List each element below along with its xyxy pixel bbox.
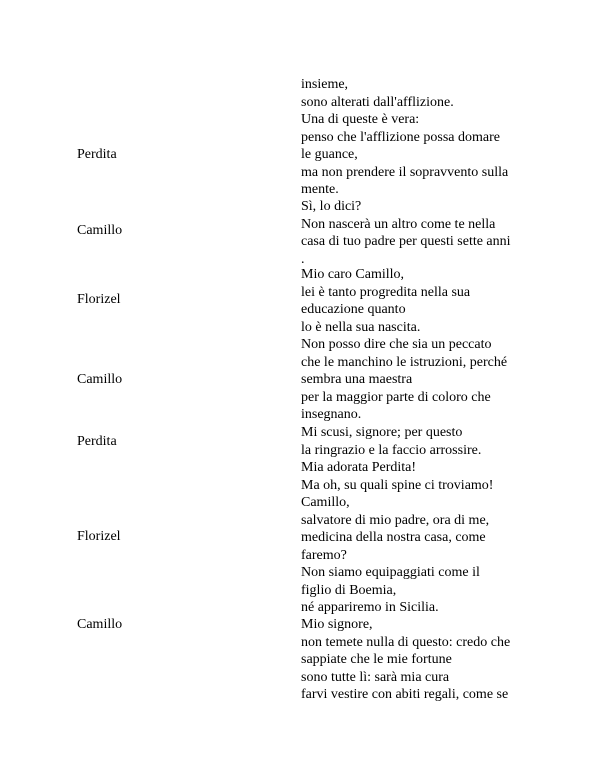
dialogue-line: Mi scusi, signore; per questo — [301, 425, 463, 440]
speaker-name: Florizel — [77, 529, 121, 544]
speaker-name: Camillo — [77, 372, 123, 387]
dialogue-line: Non siamo equipaggiati come il — [301, 565, 480, 580]
dialogue-line: educazione quanto — [301, 302, 406, 317]
dialogue-line: Non posso dire che sia un peccato — [301, 337, 492, 352]
dialogue-line: lei è tanto progredita nella sua — [301, 284, 471, 300]
dialogue-line: . — [301, 251, 305, 267]
dialogue-lines — [301, 336, 541, 424]
dialogue-lines — [301, 111, 541, 199]
dialogue-line: Mia adorata Perdita! — [301, 460, 417, 475]
dialogue-line: casa di tuo padre per questi sette anni — [301, 234, 511, 249]
dialogue-line: Ma oh, su quali spine ci troviamo! — [301, 477, 494, 493]
dialogue-line: farvi vestire con abiti regali, come se — [301, 687, 509, 702]
speaker-name: Camillo — [77, 223, 123, 238]
dialogue-line: sono tutte lì: sarà mia cura — [301, 669, 450, 685]
dialogue-line: Non nascerà un altro come te nella — [301, 216, 496, 232]
dialogue-line: insieme, — [301, 77, 349, 92]
speaker-name: Perdita — [77, 147, 117, 162]
dialogue-line: Sì, lo dici? — [301, 199, 362, 214]
dialogue-line: lo è nella sua nascita. — [301, 319, 421, 335]
dialogue-line: figlio di Boemia, — [301, 582, 397, 598]
dialogue-line: ma non prendere il sopravvento sulla — [301, 164, 509, 180]
dialogue-line: che le manchino le istruzioni, perché — [301, 354, 508, 370]
dialogue-line: sappiate che le mie fortune — [301, 652, 452, 667]
dialogue-lines — [301, 266, 541, 336]
dialogue-line: salvatore di mio padre, ora di me, — [301, 512, 490, 528]
dialogue-lines — [301, 459, 541, 617]
speaker-name: Florizel — [77, 292, 121, 307]
dialogue-lines — [301, 424, 541, 459]
dialogue-line: Mio signore, — [301, 617, 373, 632]
dialogue-lines — [301, 616, 541, 704]
dialogue-line: la ringrazio e la faccio arrossire. — [301, 442, 482, 458]
dialogue-line: Una di queste è vera: — [301, 112, 420, 127]
dialogue-lines — [301, 198, 541, 268]
dialogue-line: le guance, — [301, 147, 358, 162]
dialogue-line: sono alterati dall'afflizione. — [301, 94, 454, 110]
dialogue-line: medicina della nostra casa, come — [301, 530, 486, 545]
dialogue-line: Camillo, — [301, 495, 350, 510]
dialogue-line: per la maggior parte di coloro che — [301, 389, 491, 405]
dialogue-line: mente. — [301, 182, 339, 197]
dialogue-line: penso che l'afflizione possa domare — [301, 129, 500, 145]
dialogue-line: non temete nulla di questo: credo che — [301, 634, 511, 650]
dialogue-line: Mio caro Camillo, — [301, 267, 405, 282]
dialogue-line: sembra una maestra — [301, 372, 413, 387]
dialogue-line: faremo? — [301, 547, 347, 563]
dialogue-lines — [301, 76, 541, 111]
dialogue-line: insegnano. — [301, 407, 362, 422]
speaker-name: Perdita — [77, 434, 117, 449]
speaker-name: Camillo — [77, 617, 123, 632]
dialogue-line: né appariremo in Sicilia. — [301, 600, 439, 615]
